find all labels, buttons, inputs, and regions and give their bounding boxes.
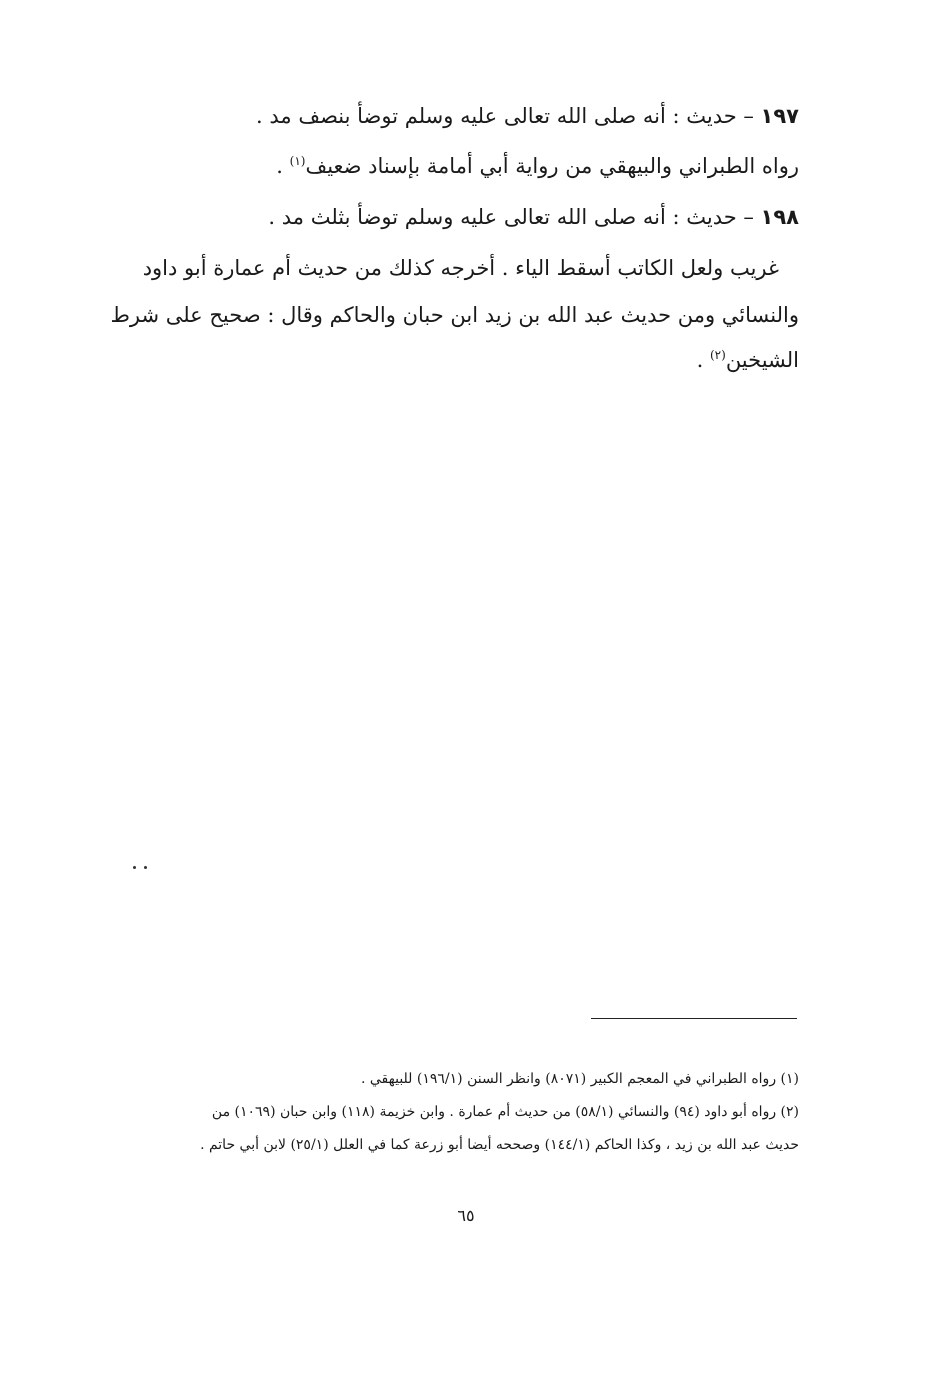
footnote-ref-2[interactable]: (٢) [709,348,726,362]
footnote-ref-1[interactable]: (١) [289,154,306,168]
page-number: ٦٥ [457,1206,475,1225]
entry-198-commentary-line-3-text: الشيخين [725,348,799,372]
footnote-2-line-1: (٢) رواه أبو داود (٩٤) والنسائي (٥٨/١) من حديث أم عمارة . وابن خزيمة (١١٨) وابن حبان (١٠٦٩) من [211,1104,799,1120]
entry-197-commentary-text: رواه الطبراني والبيهقي من رواية أبي أمامة بإسناد ضعيف [305,154,799,178]
entry-198-commentary-line-3 [127,345,799,375]
entry-198-commentary-line-2: والنسائي ومن حديث عبد الله بن زيد ابن حبان والحاكم وقال : صحيح على شرط [110,303,799,327]
entry-198-commentary-line-1: غريب ولعل الكاتب أسقط الياء . أخرجه كذلك من حديث أم عمارة أبو داود [142,256,779,280]
entry-197-commentary [127,151,799,181]
entry-197-commentary-end: . [276,154,290,178]
footnote-1: (١) رواه الطبراني في المعجم الكبير (٨٠٧١) وانظر السنن (١٩٦/١) للبيهقي . [360,1071,799,1087]
footnote-separator [591,1018,797,1019]
entry-198-commentary-end: . [696,348,710,372]
scan-speck [144,866,147,869]
footnote-2-line-2: حديث عبد الله بن زيد ، وكذا الحاكم (١٤٤/١) وصححه أيضا أبو زرعة كما في العلل (٢٥/١) لابن أبي حاتم . [200,1137,799,1153]
entry-197-heading [127,101,799,131]
entry-197-text: – حديث : أنه صلى الله تعالى عليه وسلم توضأ بنصف مد . [256,104,761,128]
scan-speck [133,866,136,869]
entry-198-heading [127,202,799,232]
entry-197-number: ١٩٧ [760,104,799,128]
entry-198-number: ١٩٨ [760,205,799,229]
entry-198-text: – حديث : أنه صلى الله تعالى عليه وسلم توضأ بثلث مد . [268,205,761,229]
